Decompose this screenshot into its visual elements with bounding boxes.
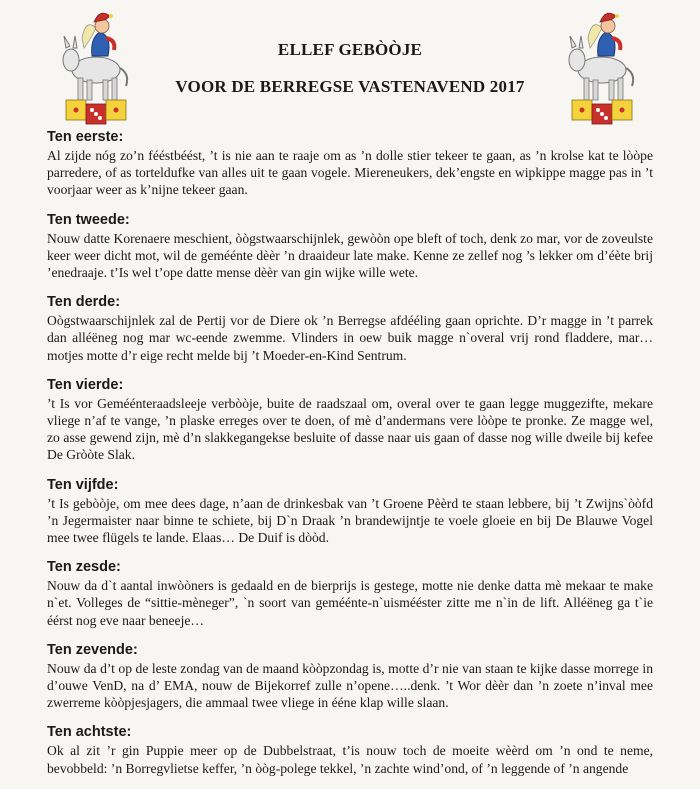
section-body: Nouw da d`t aantal inwòòners is gedaald en de bierprijs is gestege, motte nie denke datta mè mekaar te make n`et. Volleges de “sittie-mèneger”, `n soort van geméénte-n`uismééster zitte me n`in de lift. Alléëneg ga t`ie éérst nog eve naar beneeje… [47, 578, 653, 628]
section-ten-tweede [47, 211, 653, 282]
section-body: ’t Is gebòòje, om mee dees dage, n’aan de drinkesbak van ’t Groene Pèèrd te staan lebbere, bij ’t Zwijns`òòfd ’n Jegermaister naar binne te schiete, bij D`n Draak ’n brandewijntje te voele gloeie en bij De Blauwe Vogel mee twee flügels te lande. Elaas… De Duif is dòòd. [47, 495, 653, 546]
section-ten-vijfde [47, 476, 653, 547]
section-ten-eerste [47, 128, 653, 199]
carnival-jester-on-donkey-icon [56, 8, 138, 128]
section-ten-zevende [47, 641, 653, 712]
section-body: ’t Is vor Geméénteraadsleeje verbòòje, buite de raadszaal om, overal over te gaan legge muggezifte, mekare vliege n’af te vange, ’n plaske erreges over te doen, of mè d’andermans vere lòòpe te pronke. Ze magge wel, zo asse gewend zijn, mè d’n slakkegangekse besluite of dasse naar uis gaan of dasse nog wille dweile bij kefee De Gròòte Slak. [47, 395, 653, 463]
section-ten-vierde [47, 376, 653, 464]
section-ten-achtste [47, 723, 653, 776]
document-subtitle: VOOR DE BERREGSE VASTENAVEND 2017 [175, 77, 525, 96]
section-body: Nouw da d’t op de leste zondag van de maand kòòpzondag is, motte d’r nie van staan te kijke dasse morrege in d’ouwe VenD, na d’ EMA, nouw de Bijekorref zulle n’opene…..denk. ’t Wor dèèr dan ’n zoete n’inval mee zwerreme kòòpjesjagers, die ammaal twee vliege in ééne klap wille slaan. [47, 660, 653, 711]
carnival-jester-on-donkey-icon [562, 8, 644, 128]
section-title: Ten zesde: [47, 559, 121, 576]
section-title: Ten eerste: [47, 129, 124, 145]
commandments-list [47, 128, 653, 789]
section-body: Nouw datte Korenaere meschient, òògstwaarschijnlek, gewòòn ope bleft of toch, denk zo mar, vor de zoveulste keer weer dicht mot, wil de geméénte dèèr ’n draaideur late make. Kenne ze zellef nog ’s lekker om d’éète brij ’enedraaje. t’Is wel t’ope datte mense dèèr van gin wijke wille wete. [47, 230, 653, 281]
document-title: ELLEF GEBÒÒJE [277, 40, 423, 59]
section-ten-zesde [47, 558, 653, 629]
section-title: Ten tweede: [47, 211, 130, 228]
section-body: Al zijde nóg zo’n fééstbéést, ’t is nie aan te raaje om as ’n dolle stier tekeer te gaan, as ’n krolse kat te lòòpe parredere, of as torteldufke van alles uit te gaan vogele. Miereneukers, dek’engste en wipkippe magge pas in ’t voorjaar weer as k’nijne tekeer gaan. [47, 148, 653, 198]
section-title: Ten zevende: [47, 641, 138, 658]
section-title: Ten achtste: [47, 724, 132, 741]
section-body: Oògstwaarschijnlek zal de Pertij vor de Diere ok ’n Berregse afdééling gaan oprichte. D’r magge in ’t parrek dan alléëneg nog mar wc-eende zwemme. Vlinders in oew buik magge n`overal vrij rond fladdere, mar… motjes motte d’r eige recht melde bij ’t Moeder-en-Kind Sentrum. [47, 313, 653, 363]
section-title: Ten vijfde: [47, 476, 119, 493]
section-title: Ten vierde: [47, 376, 124, 393]
section-title: Ten derde: [47, 294, 121, 311]
section-ten-derde [47, 293, 653, 364]
section-body: Ok al zit ’r gin Puppie meer op de Dubbelstraat, t’is nouw toch de moeite wèèrd om ’n ond te neme, bevobbeld: ’n Borregvlietse keffer, ’n òòg-polege tekkel, ’n zachte wind’ond, of ’n leggende of ’n angende [47, 743, 653, 776]
